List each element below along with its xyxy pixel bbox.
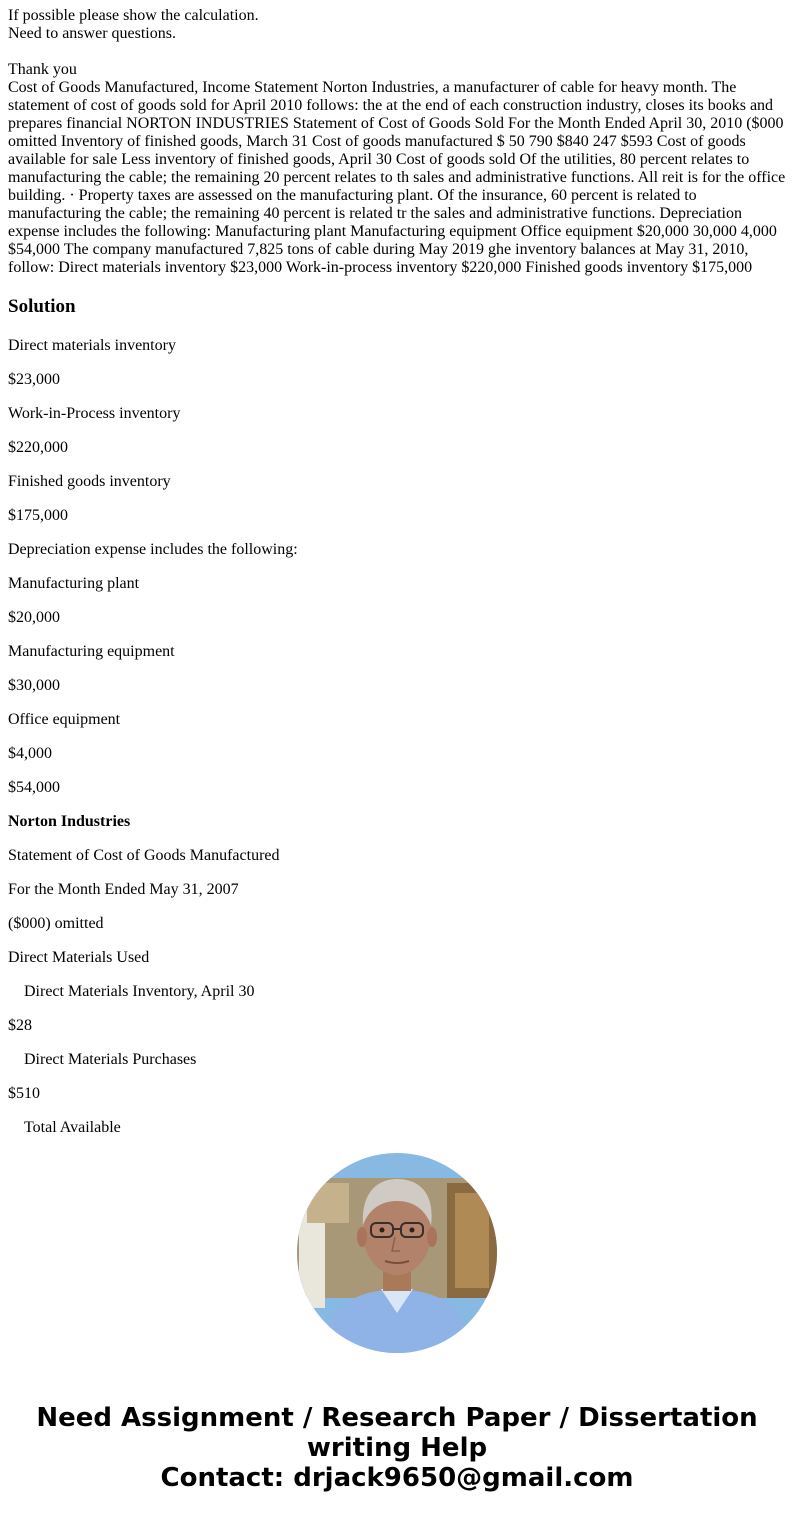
question-thanks: Thank you <box>8 61 77 78</box>
statement-period: For the Month Ended May 31, 2007 <box>8 881 239 898</box>
solution-line: Total Available <box>24 1119 121 1136</box>
solution-heading: Solution <box>8 296 76 317</box>
solution-line: Manufacturing equipment <box>8 643 175 660</box>
solution-line: Work-in-Process inventory <box>8 405 181 422</box>
solution-section <box>8 296 788 1136</box>
question-intro-line-2: Need to answer questions. <box>8 25 176 42</box>
solution-line: Finished goods inventory <box>8 473 171 490</box>
solution-line: $4,000 <box>8 745 52 762</box>
promo-line-2: writing Help <box>306 1433 488 1463</box>
solution-line: Direct Materials Purchases <box>24 1051 197 1068</box>
question-intro-line-1: If possible please show the calculation. <box>8 7 259 24</box>
solution-line: Direct Materials Used <box>8 949 150 966</box>
solution-line: Direct Materials Inventory, April 30 <box>24 983 255 1000</box>
statement-company-name: Norton Industries <box>8 813 131 830</box>
question-spacer <box>8 43 788 61</box>
promo-contact: Contact: drjack9650@gmail.com <box>160 1463 634 1493</box>
promo-line-1: Need Assignment / Research Paper / Dissertation <box>36 1403 758 1433</box>
solution-line: $20,000 <box>8 609 60 626</box>
solution-line: $175,000 <box>8 507 68 524</box>
solution-line: Depreciation expense includes the following: <box>8 541 298 558</box>
statement-units: ($000) omitted <box>8 915 104 932</box>
solution-line: Direct materials inventory <box>8 337 176 354</box>
promo-banner <box>0 1403 794 1493</box>
question-body: Cost of Goods Manufactured, Income Statement Norton Industries, a manufacturer of cable for heavy month. The statement of cost of goods sold for April 2010 follows: the at the end of each construction industry, closes its books and prepares financial NORTON INDUSTRIES Statement of Cost of Goods Sold For the Month Ended April 30, 2010 ($000 omitted Inventory of finished goods, March 31 Cost of goods manufactured $ 50 790 $840 247 $593 Cost of goods available for sale Less inventory of finished goods, April 30 Cost of goods sold Of the utilities, 80 percent relates to manufacturing the cable; the remaining 20 percent relates to th sales and administrative functions. All reit is for the office building. · Property taxes are assessed on the manufacturing plant. Of the insurance, 60 percent is related to manufacturing the cable; the remaining 40 percent is related tr the sales and administrative functions. Depreciation expense includes the following: Manufacturing plant Manufacturing equipment Office equipment $20,000 30,000 4,000 $54,000 The company manufactured 7,825 tons of cable during May 2019 ghe inventory balances at May 31, 2010, follow: Direct materials inventory $23,000 Work-in-process inventory $220,000 Finished goods inventory $175,000 <box>8 79 786 276</box>
avatar <box>297 1153 497 1353</box>
solution-line: Office equipment <box>8 711 121 728</box>
solution-line: $30,000 <box>8 677 60 694</box>
solution-line: $510 <box>8 1085 40 1102</box>
solution-line: Manufacturing plant <box>8 575 140 592</box>
statement-title: Statement of Cost of Goods Manufactured <box>8 847 280 864</box>
person-photo-icon <box>297 1153 497 1353</box>
solution-line: $23,000 <box>8 371 60 388</box>
solution-line: $54,000 <box>8 779 60 796</box>
solution-line: $28 <box>8 1017 32 1034</box>
solution-line: $220,000 <box>8 439 68 456</box>
question-text <box>8 7 788 277</box>
